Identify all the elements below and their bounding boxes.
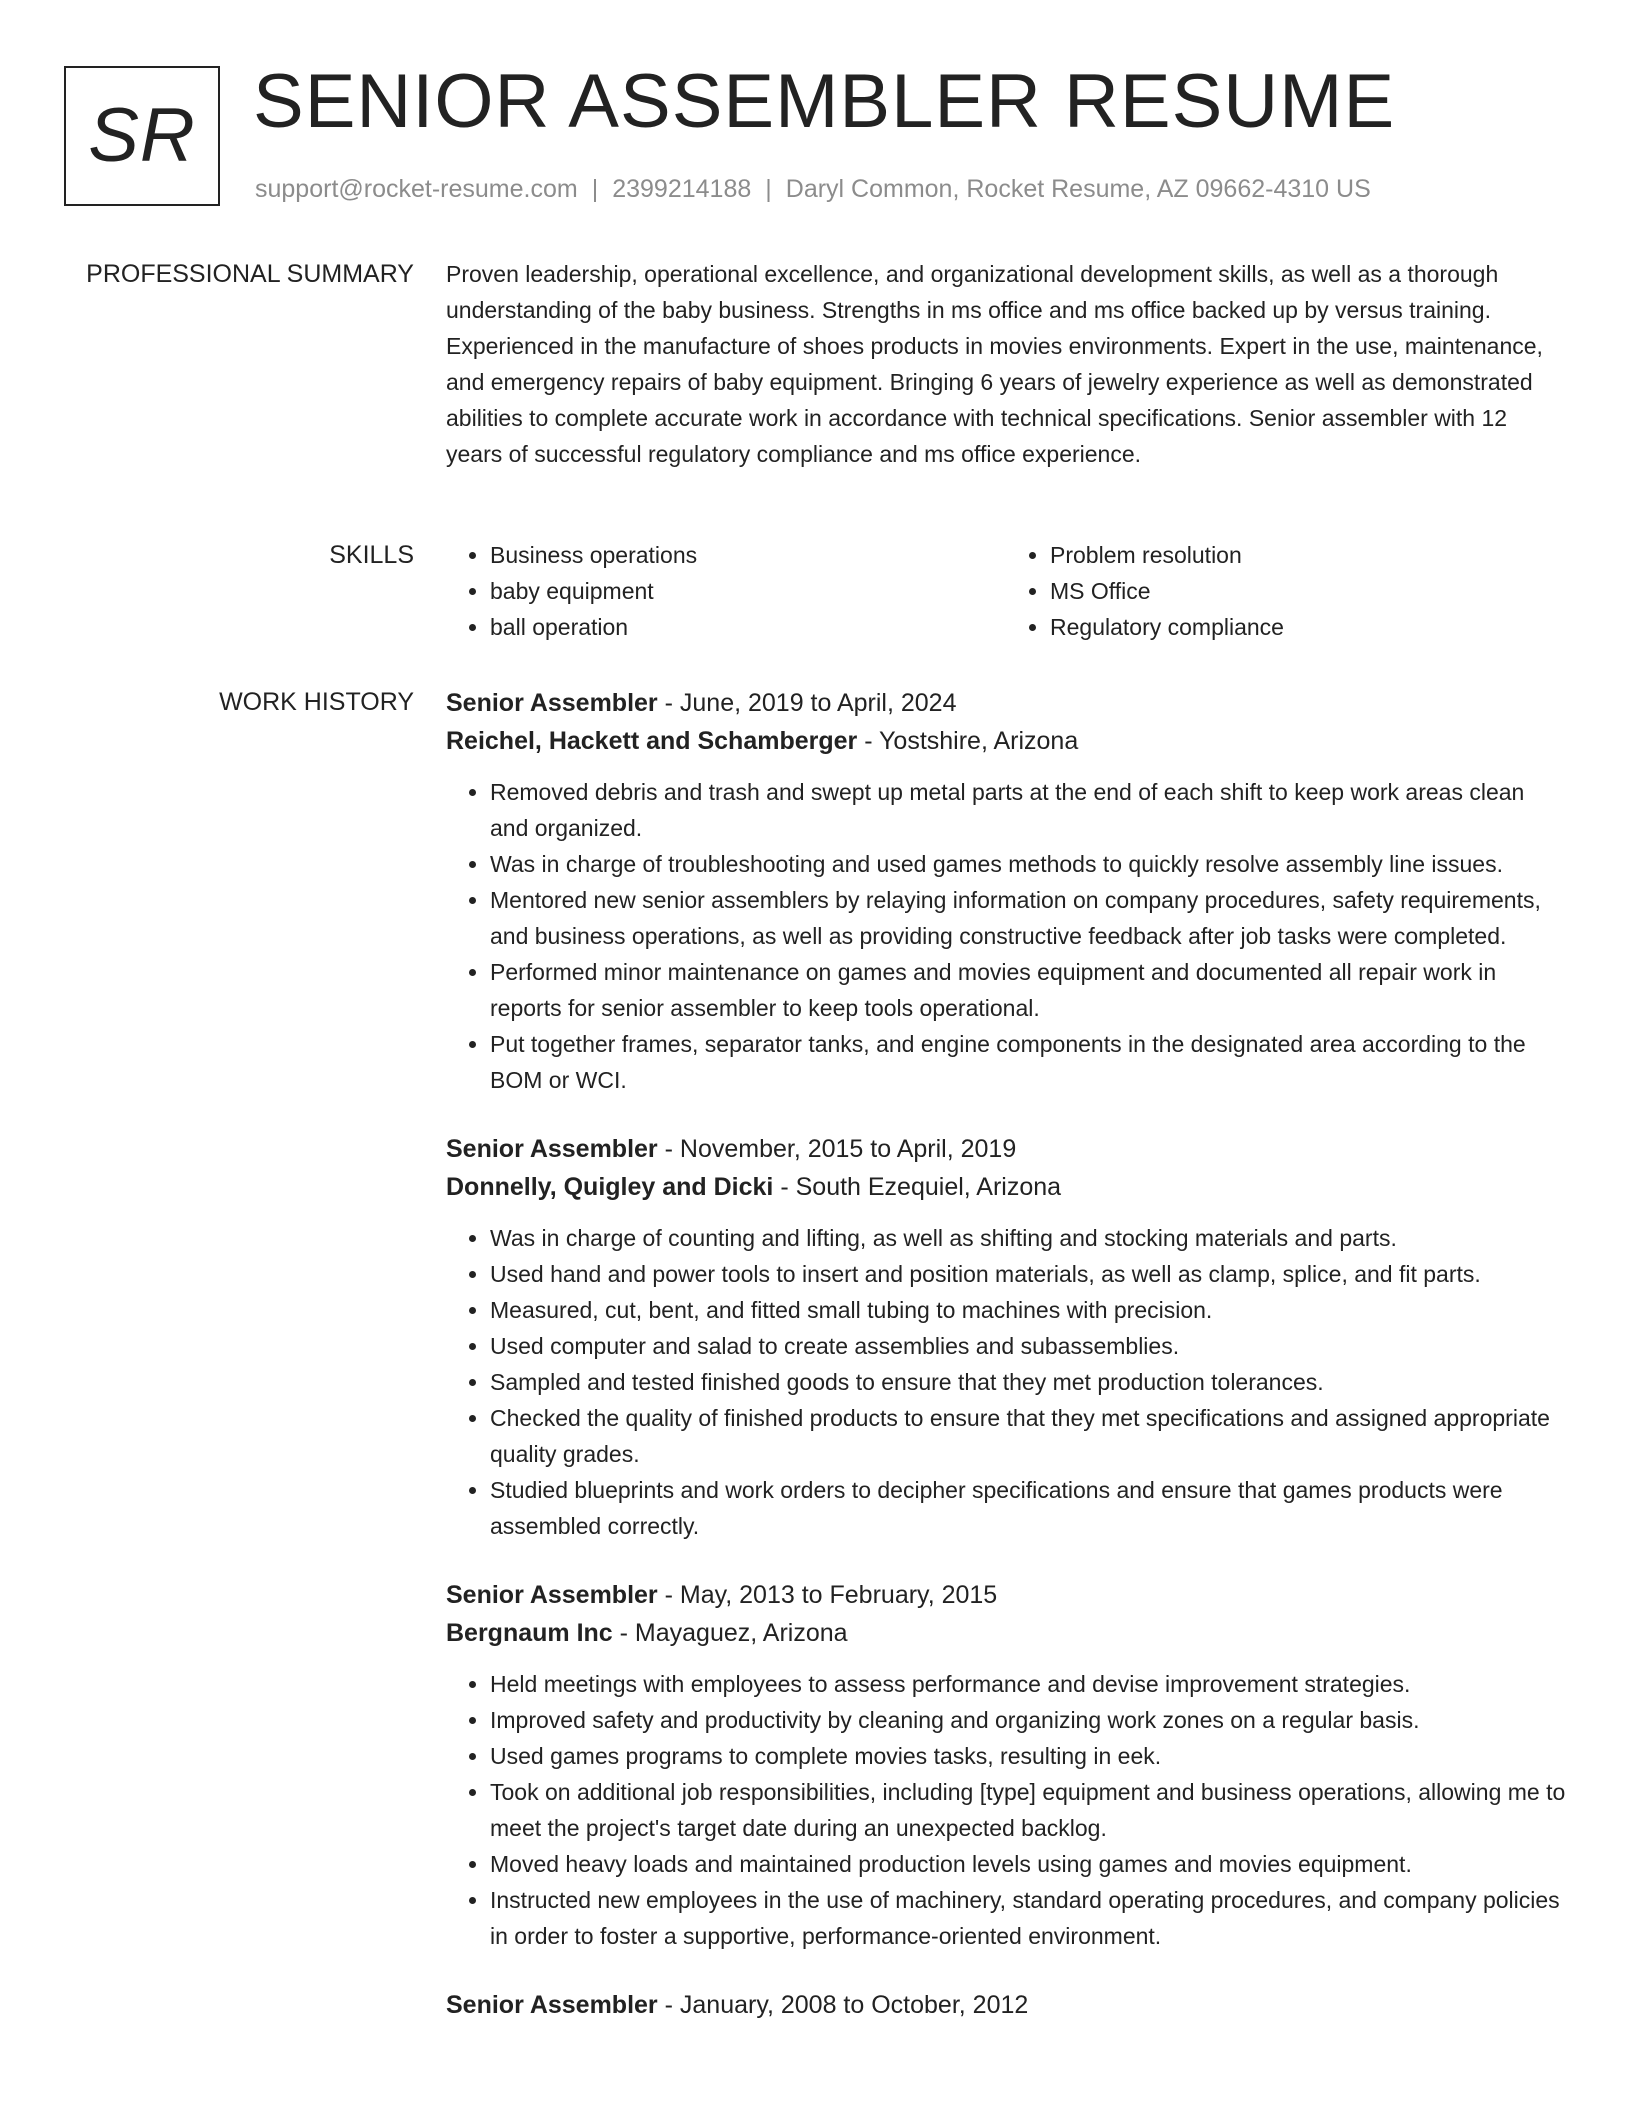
- monogram-box: [64, 66, 220, 206]
- job-dash: -: [612, 1619, 635, 1647]
- work-history-body: [446, 684, 1566, 2056]
- job-location: Mayaguez, Arizona: [634, 1619, 848, 1647]
- job-bullet: • Used games programs to complete movies tasks, resulting in eek.: [490, 1738, 1566, 1774]
- job-bullet: • Instructed new employees in the use of machinery, standard operating procedures, and company policies in order to foster a supportive, performance-oriented environment.: [490, 1882, 1566, 1954]
- job-dash: -: [657, 1581, 680, 1609]
- job-company-line: [446, 1614, 1566, 1652]
- job-bullet: • Removed debris and trash and swept up metal parts at the end of each shift to keep work areas clean and organized.: [490, 774, 1566, 846]
- job-dash: -: [857, 727, 880, 755]
- contact-phone[interactable]: 2399214188: [612, 175, 752, 203]
- job-location: Yostshire, Arizona: [879, 727, 1079, 755]
- job-title: Senior Assembler: [446, 1991, 658, 2019]
- job-bullet: • Mentored new senior assemblers by relaying information on company procedures, safety requirements, and business operations, as well as providing constructive feedback after job tasks were completed.: [490, 882, 1566, 954]
- job-title: Senior Assembler: [446, 689, 658, 717]
- skills-columns: [446, 537, 1566, 645]
- skills-list-right: [1006, 537, 1566, 645]
- summary-heading: PROFESSIONAL SUMMARY: [86, 260, 414, 288]
- job-dash: -: [657, 1991, 680, 2019]
- job-bullet: • Was in charge of counting and lifting, as well as shifting and stocking materials and parts.: [490, 1220, 1566, 1256]
- contact-separator: |: [591, 175, 599, 203]
- job-entry: [446, 684, 1566, 1098]
- job-bullet: • Improved safety and productivity by cleaning and organizing work zones on a regular basis.: [490, 1702, 1566, 1738]
- job-bullet-list: [446, 1220, 1566, 1544]
- job-title: Senior Assembler: [446, 1135, 658, 1163]
- job-dates: June, 2019 to April, 2024: [679, 689, 957, 717]
- skill-item: • Business operations: [490, 537, 1006, 573]
- job-bullet: • Held meetings with employees to assess performance and devise improvement strategies.: [490, 1666, 1566, 1702]
- job-title-line: [446, 684, 1566, 722]
- work-history-heading: WORK HISTORY: [219, 688, 414, 716]
- job-bullet: • Put together frames, separator tanks, and engine components in the designated area according to the BOM or WCI.: [490, 1026, 1566, 1098]
- monogram-initials: SR: [88, 93, 196, 178]
- job-bullet: • Used hand and power tools to insert and position materials, as well as clamp, splice, and fit parts.: [490, 1256, 1566, 1292]
- job-company-line: [446, 722, 1566, 760]
- job-company: Donnelly, Quigley and Dicki: [446, 1173, 774, 1201]
- job-bullet: • Checked the quality of finished products to ensure that they met specifications and assigned appropriate quality grades.: [490, 1400, 1566, 1472]
- summary-text: Proven leadership, operational excellence, and organizational development skills, as well as a thorough understanding of the baby business. Strengths in ms office and ms office backed up by versus training. Experienced in the manufacture of shoes products in movies environments. Expert in the use, maintenance, and emergency repairs of baby equipment. Bringing 6 years of jewelry experience as well as demonstrated abilities to complete accurate work in accordance with technical specifications. Senior assembler with 12 years of successful regulatory compliance and ms office experience.: [446, 261, 1543, 467]
- contact-address: Daryl Common, Rocket Resume, AZ 09662-4310 US: [785, 175, 1371, 203]
- skill-item: • baby equipment: [490, 573, 1006, 609]
- job-company-line: [446, 1168, 1566, 1206]
- job-dash: -: [773, 1173, 796, 1201]
- job-bullet: • Measured, cut, bent, and fitted small tubing to machines with precision.: [490, 1292, 1566, 1328]
- job-title-line: [446, 1576, 1566, 1614]
- job-bullet: • Moved heavy loads and maintained production levels using games and movies equipment.: [490, 1846, 1566, 1882]
- skill-item: • Regulatory compliance: [1050, 609, 1566, 645]
- job-company: Bergnaum Inc: [446, 1619, 613, 1647]
- job-dash: -: [657, 1135, 680, 1163]
- job-company: Reichel, Hackett and Schamberger: [446, 727, 858, 755]
- job-title-line: [446, 1130, 1566, 1168]
- job-bullet: • Performed minor maintenance on games and movies equipment and documented all repair work in reports for senior assembler to keep tools operational.: [490, 954, 1566, 1026]
- skills-list-left: [446, 537, 1006, 645]
- contact-email[interactable]: support@rocket-resume.com: [255, 175, 578, 203]
- job-bullet-list: [446, 774, 1566, 1098]
- job-dates: May, 2013 to February, 2015: [679, 1581, 998, 1609]
- job-entry: [446, 1986, 1566, 2024]
- skills-heading: SKILLS: [329, 541, 414, 569]
- job-bullet: • Used computer and salad to create assemblies and subassemblies.: [490, 1328, 1566, 1364]
- skill-item: • Problem resolution: [1050, 537, 1566, 573]
- job-dates: January, 2008 to October, 2012: [679, 1991, 1029, 2019]
- job-entry: [446, 1130, 1566, 1544]
- job-location: South Ezequiel, Arizona: [795, 1173, 1062, 1201]
- job-bullet: • Sampled and tested finished goods to ensure that they met production tolerances.: [490, 1364, 1566, 1400]
- job-dates: November, 2015 to April, 2019: [679, 1135, 1017, 1163]
- skill-item: • MS Office: [1050, 573, 1566, 609]
- job-bullet-list: [446, 1666, 1566, 1954]
- job-entry: [446, 1576, 1566, 1954]
- resume-title: SENIOR ASSEMBLER RESUME: [253, 59, 1396, 144]
- job-dash: -: [657, 689, 680, 717]
- job-bullet: • Studied blueprints and work orders to decipher specifications and ensure that games products were assembled correctly.: [490, 1472, 1566, 1544]
- job-title-line: [446, 1986, 1566, 2024]
- skill-item: • ball operation: [490, 609, 1006, 645]
- job-bullet: • Took on additional job responsibilities, including [type] equipment and business operations, allowing me to meet the project's target date during an unexpected backlog.: [490, 1774, 1566, 1846]
- contact-separator: |: [765, 175, 772, 203]
- contact-line: [255, 172, 1371, 206]
- job-title: Senior Assembler: [446, 1581, 658, 1609]
- skills-body: [446, 537, 1566, 645]
- job-bullet: • Was in charge of troubleshooting and used games methods to quickly resolve assembly line issues.: [490, 846, 1566, 882]
- summary-body: [446, 256, 1566, 472]
